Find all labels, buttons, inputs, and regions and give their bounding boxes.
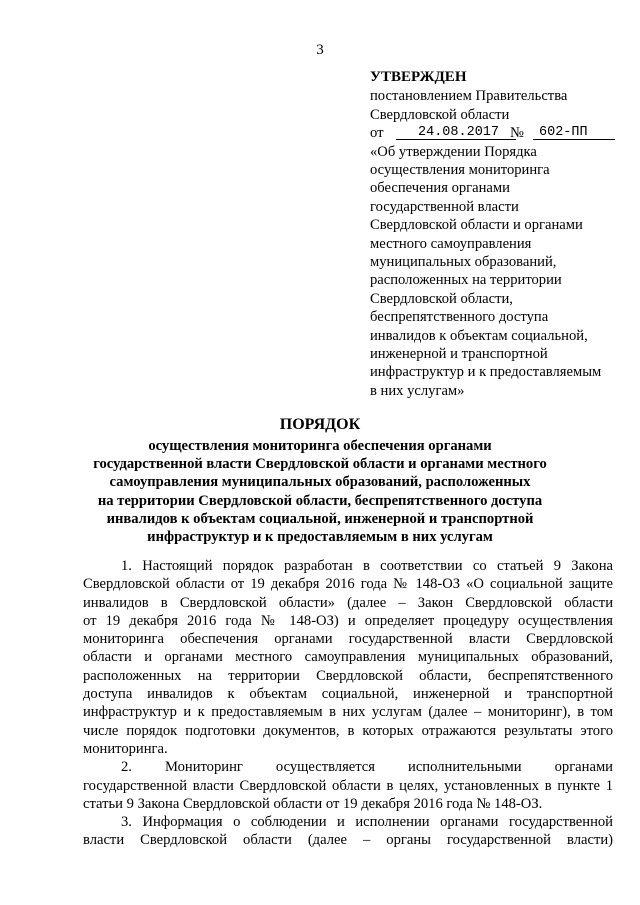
subtitle-line: инфраструктур и к предоставляемым в них услугам [147,529,493,546]
page-number: 3 [316,42,324,58]
approval-line-1: постановлением Правительства [370,88,568,105]
subtitle-line: государственной власти Свердловской области и органами местного [93,456,547,473]
paragraph-1-line: доступа инвалидов к объектам социальной, инженерной и транспортной [83,686,613,703]
approval-title [370,143,620,401]
document-body [83,557,613,850]
approval-title-line: муниципальных образований, [370,254,557,271]
approval-title-line: обеспечения органами [370,180,510,197]
subtitle-line: осуществления мониторинга обеспечения органами [148,438,492,454]
paragraph-1-line: инфраструктур и к предоставляемым в них услугам (далее – мониторинг), в том [83,704,613,721]
approval-title-line: Свердловской области и органами [370,217,583,234]
approval-title-line: «Об утверждении Порядка [370,143,537,160]
paragraph-1-line: инвалидов в Свердловской области» (далее – Закон Свердловской области [83,594,613,611]
approval-title-line: расположенных на территории [370,272,562,289]
paragraph-1-line: Свердловской области от 19 декабря 2016 года № 148-ОЗ «О социальной защите [83,576,613,593]
paragraph-2-line: статьи 9 Закона Свердловской области от 19 декабря 2016 года № 148-ОЗ. [83,795,543,812]
approval-title-line: Свердловской области, [370,290,513,307]
approval-title-line: инфраструктур и к предоставляемым [370,364,602,381]
subtitle-line: инвалидов к объектам социальной, инженерной и транспортной [106,510,534,527]
approval-title-line: государственной власти [370,198,519,215]
paragraph-3-line: 3. Информация о соблюдении и исполнении органами государственной [121,814,613,831]
paragraph-1-line: области и органами местного самоуправления муниципальных образований, [83,649,613,666]
approval-title-line: осуществления мониторинга [370,162,550,179]
approval-date: 24.08.2017 [396,124,516,140]
paragraph-1-line: расположенных на территории Свердловской области, беспрепятственного [83,667,613,684]
paragraph-2-line: государственной власти Свердловской области в целях, установленных в пункте 1 [83,777,613,794]
paragraph-1-line: 1. Настоящий порядок разработан в соответствии со статьей 9 Закона [121,558,613,574]
subtitle-line: на территории Свердловской области, беспрепятственного доступа [97,492,543,509]
subtitle-line: самоуправления муниципальных образований, расположенных [109,474,531,491]
approval-title-line: местного самоуправления [370,235,532,252]
paragraph-1-line: числе порядок подготовки документов, в которых отражаются результаты этого [83,722,613,739]
document-subtitle [60,437,580,546]
approval-title-line: беспрепятственного доступа [370,309,549,326]
approval-block [370,68,620,400]
document-title: ПОРЯДОК [279,416,361,433]
paragraph-3-line: власти Свердловской области (далее – органы государственной власти) [83,832,613,849]
approval-date-number-line [370,124,620,142]
paragraph-1-line: от 19 декабря 2016 года № 148-ОЗ) и определяет процедуру осуществления [83,612,613,629]
paragraph-1-line: мониторинга. [83,740,168,757]
paragraph-2-line: 2. Мониторинг осуществляется исполнительными органами [121,759,613,776]
approval-title-line: в них услугам» [370,382,465,399]
approval-number: 602-ПП [533,124,615,140]
approval-title-line: инвалидов к объектам социальной, [370,327,588,344]
approval-line-2: Свердловской области [370,106,510,123]
paragraph-1-line: мониторинга обеспечения органами государственной власти Свердловской [83,631,613,648]
number-label: № [510,125,524,142]
approval-heading: УТВЕРЖДЕН [370,69,467,85]
approval-title-line: инженерной и транспортной [370,346,548,363]
from-label: от [370,125,384,142]
